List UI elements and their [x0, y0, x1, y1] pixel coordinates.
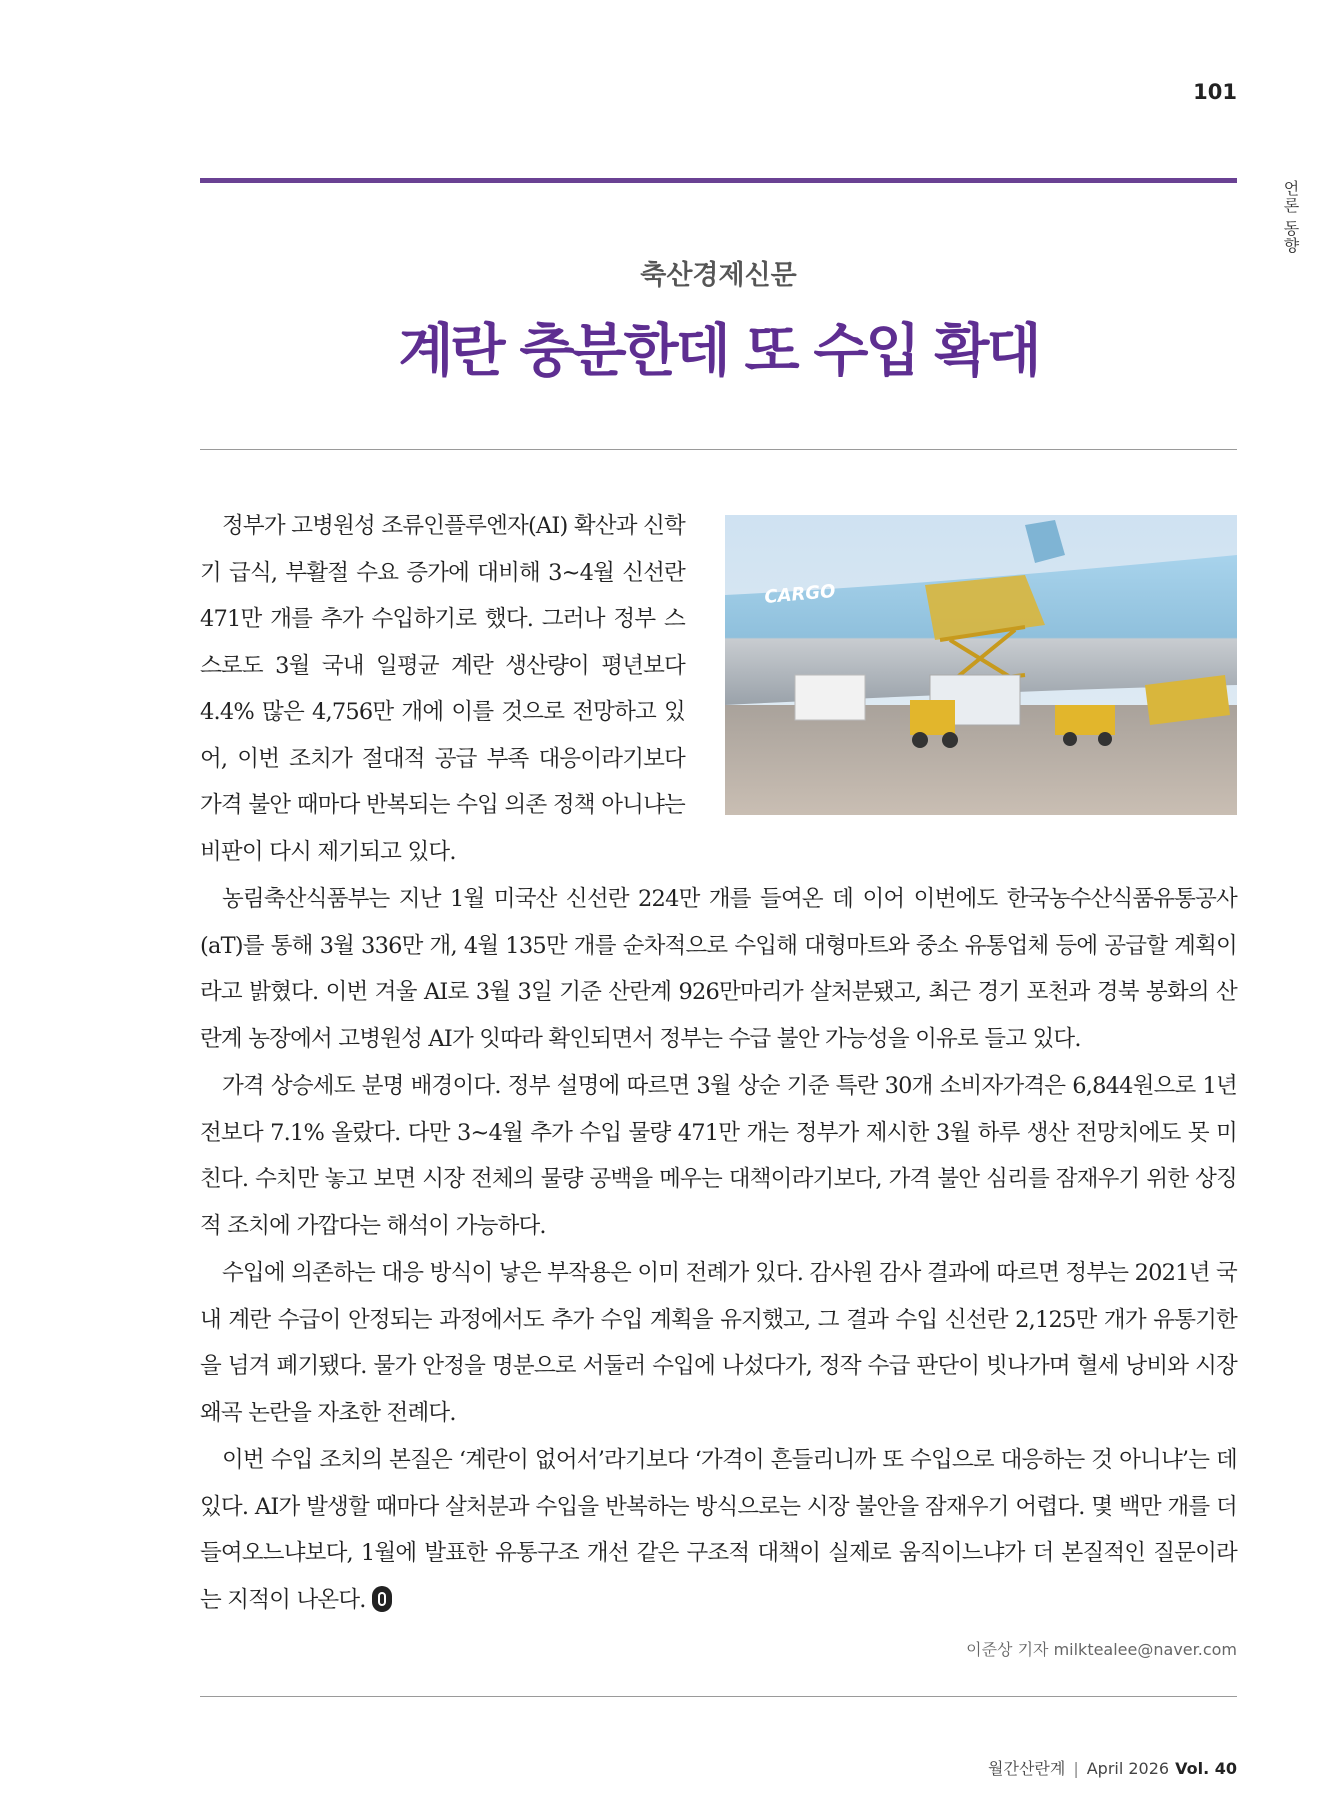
- article-headline: 계란 충분한데 또 수입 확대: [398, 318, 1039, 384]
- article-paragraph: 가격 상승세도 분명 배경이다. 정부 설명에 따르면 3월 상순 기준 특란 30개 소비자가격은 6,844원으로 1년 전보다 7.1% 올랐다. 다만 3~4월 추가 수입 물량 471만 개는 정부가 제시한 3월 하루 생산 전망치에도 못 미친다. 수치만 놓고 보면 시장 전체의 물량 공백을 메우는 대책이라기보다, 가격 불안 심리를 잠재우기 위한 상징적 조치에 가깝다는 해석이 가능하다.: [200, 1073, 1237, 1239]
- end-mark-icon: [372, 1586, 392, 1612]
- footer-separator: |: [1073, 1759, 1079, 1778]
- footer-magazine: 월간산란계: [988, 1759, 1066, 1778]
- article-byline: 이준상 기자 milktealee@naver.com: [966, 1640, 1237, 1659]
- section-side-label: 언론 동향: [1281, 180, 1300, 255]
- article-paragraph: 정부가 고병원성 조류인플루엔자(AI) 확산과 신학기 급식, 부활절 수요 증가에 대비해 3~4월 신선란 471만 개를 추가 수입하기로 했다. 그러나 정부 스스로도 3월 국내 일평균 계란 생산량이 평년보다 4.4% 많은 4,756만 개에 이를 것으로 전망하고 있어, 이번 조치가 절대적 공급 부족 대응이라기보다 가격 불안 때마다 반복되는 수입 의존 정책 아니냐는 비판이 다시 제기되고 있다.: [200, 513, 685, 865]
- article-source: 축산경제신문: [640, 260, 797, 291]
- article-paragraph: 수입에 의존하는 대응 방식이 낳은 부작용은 이미 전례가 있다. 감사원 감사 결과에 따르면 정부는 2021년 국내 계란 수급이 안정되는 과정에서도 추가 수입 계획을 유지했고, 그 결과 수입 신선란 2,125만 개가 유통기한을 넘겨 폐기됐다. 물가 안정을 명분으로 서둘러 수입에 나섰다가, 정작 수급 판단이 빗나가며 혈세 낭비와 시장 왜곡 논란을 자초한 전례다.: [200, 1260, 1237, 1426]
- article-body: [200, 503, 1237, 1623]
- top-divider: [200, 178, 1237, 183]
- article-paragraph-text: 이번 수입 조치의 본질은 ‘계란이 없어서’라기보다 ‘가격이 흔들리니까 또 수입으로 대응하는 것 아니냐’는 데 있다. AI가 발생할 때마다 살처분과 수입을 반복하는 방식으로는 시장 불안을 잠재우기 어렵다. 몇 백만 개를 더 들여오느냐보다, 1월에 발표한 유통구조 개선 같은 구조적 대책이 실제로 움직이느냐가 더 본질적인 질문이라는 지적이 나온다.: [200, 1447, 1237, 1613]
- page-footer: [988, 1756, 1237, 1779]
- photo-cargo-text: CARGO: [763, 580, 837, 608]
- headline-divider: [200, 449, 1237, 450]
- footer-issue: April 2026: [1086, 1759, 1170, 1778]
- footer-volume: Vol. 40: [1175, 1759, 1237, 1778]
- bottom-divider: [200, 1696, 1237, 1697]
- article-paragraph: 농림축산식품부는 지난 1월 미국산 신선란 224만 개를 들여온 데 이어 이번에도 한국농수산식품유통공사(aT)를 통해 3월 336만 개, 4월 135만 개를 순차적으로 수입해 대형마트와 중소 유통업체 등에 공급할 계획이라고 밝혔다. 이번 겨울 AI로 3월 3일 기준 산란계 926만마리가 살처분됐고, 최근 경기 포천과 경북 봉화의 산란계 농장에서 고병원성 AI가 잇따라 확인되면서 정부는 수급 불안 가능성을 이유로 들고 있다.: [200, 886, 1237, 1052]
- page-number: 101: [1193, 80, 1237, 104]
- article-paragraph-last: [200, 1437, 1237, 1623]
